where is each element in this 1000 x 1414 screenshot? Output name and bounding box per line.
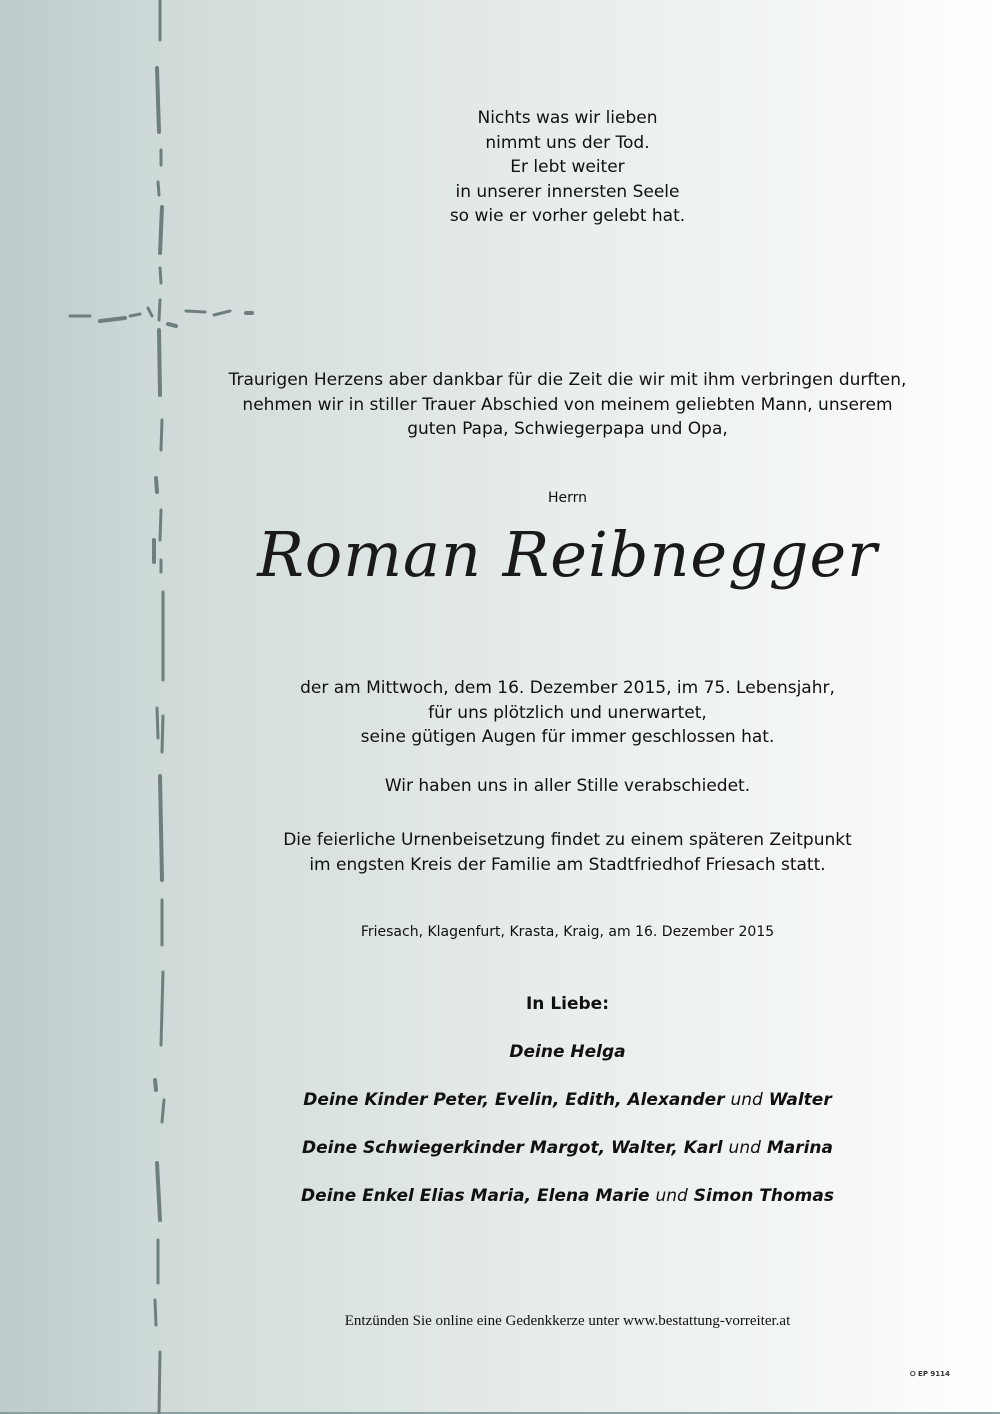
intro-line: Traurigen Herzens aber dankbar für die Zeit die wir mit ihm verbringen durften, bbox=[228, 370, 907, 390]
burial-line: im engsten Kreis der Familie am Stadtfriedhof Friesach statt. bbox=[309, 854, 826, 875]
mourner-names: Deine Enkel Elias Maria, Elena Marie bbox=[301, 1186, 650, 1206]
mourner-in-laws bbox=[100, 1138, 1000, 1158]
intro-line: guten Papa, Schwiegerpapa und Opa, bbox=[407, 419, 728, 439]
verse bbox=[100, 106, 1000, 229]
burial-notice bbox=[100, 828, 1000, 877]
farewell-text: Wir haben uns in aller Stille verabschiedet. bbox=[384, 776, 751, 796]
mourner-names: Simon Thomas bbox=[693, 1186, 834, 1206]
conjunction: und bbox=[730, 1090, 763, 1110]
verse-line: nimmt uns der Tod. bbox=[485, 132, 650, 153]
verse-line: Nichts was wir lieben bbox=[477, 108, 658, 128]
death-notice-line: der am Mittwoch, dem 16. Dezember 2015, im 75. Lebensjahr, bbox=[300, 678, 835, 698]
logo-icon: ⭘ bbox=[910, 1370, 916, 1378]
mourner-wife: Deine Helga bbox=[509, 1042, 626, 1062]
salutation: Herrn bbox=[547, 490, 588, 506]
intro-line: nehmen wir in stiller Trauer Abschied von meinem geliebten Mann, unserem bbox=[242, 394, 893, 415]
place-date: Friesach, Klagenfurt, Krasta, Kraig, am 16. Dezember 2015 bbox=[360, 924, 775, 940]
mourner-names: Deine Schwiegerkinder Margot, Walter, Karl bbox=[302, 1138, 723, 1158]
death-notice bbox=[100, 676, 1000, 750]
mourner-names: Deine Kinder Peter, Evelin, Edith, Alexander bbox=[303, 1090, 725, 1110]
verse-line: Er lebt weiter bbox=[510, 157, 625, 177]
deceased-name: Roman Reibnegger bbox=[257, 518, 878, 591]
death-notice-line: seine gütigen Augen für immer geschlossen hat. bbox=[360, 727, 775, 747]
death-notice-line: für uns plötzlich und unerwartet, bbox=[428, 702, 707, 723]
intro-text bbox=[100, 368, 1000, 442]
mourner-grandchildren bbox=[100, 1186, 1000, 1206]
in-love-heading: In Liebe: bbox=[525, 994, 610, 1014]
mourner-children bbox=[100, 1090, 1000, 1110]
conjunction: und bbox=[655, 1186, 688, 1206]
verse-line: in unserer innersten Seele bbox=[455, 181, 680, 202]
mourner-names: Walter bbox=[768, 1090, 832, 1110]
conjunction: und bbox=[728, 1138, 761, 1158]
form-code-text: EP 9114 bbox=[918, 1370, 950, 1378]
form-code bbox=[910, 1370, 950, 1379]
verse-line: so wie er vorher gelebt hat. bbox=[449, 206, 686, 226]
burial-line: Die feierliche Urnenbeisetzung findet zu einem späteren Zeitpunkt bbox=[283, 830, 852, 850]
online-candle-note: Entzünden Sie online eine Gedenkkerze unter www.bestattung-vorreiter.at bbox=[344, 1313, 791, 1329]
mourner-names: Marina bbox=[766, 1138, 833, 1158]
